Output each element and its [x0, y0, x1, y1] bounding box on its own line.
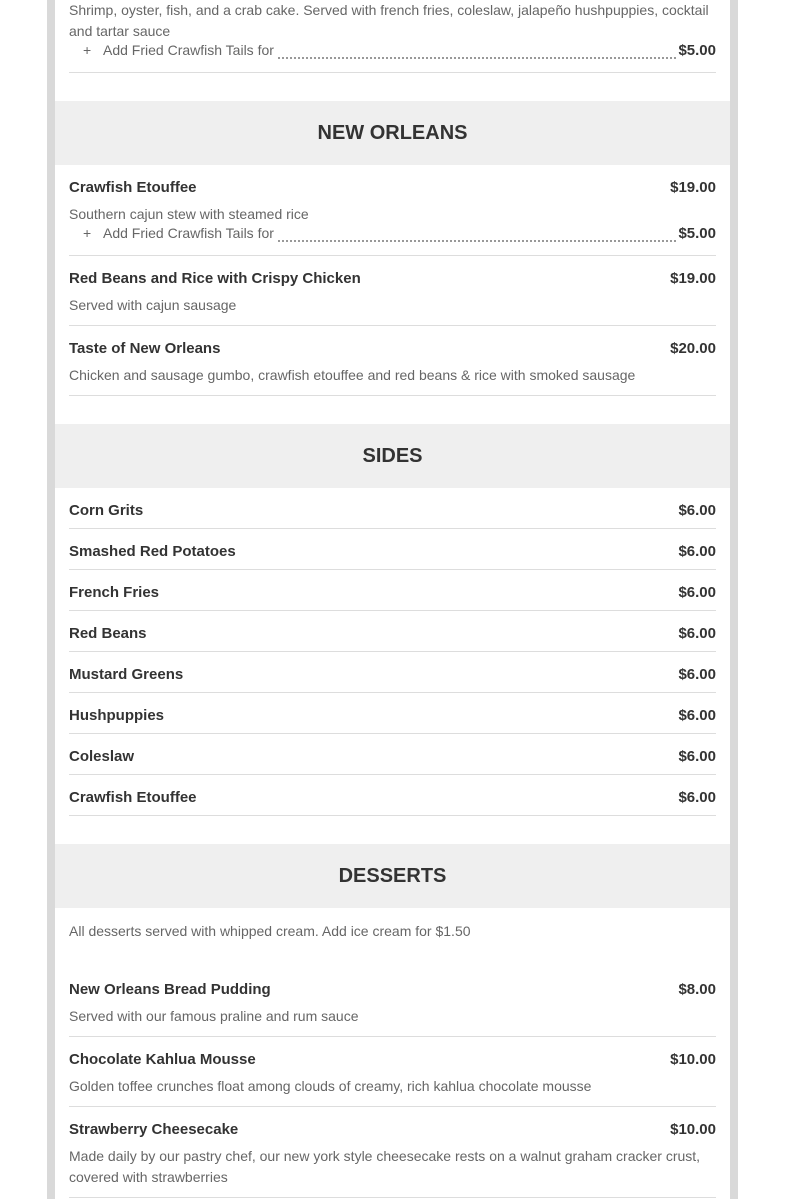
item-price: $19.00 [670, 179, 716, 196]
section-header-desserts: DESSERTS [55, 844, 730, 908]
divider [69, 1106, 716, 1107]
menu-item [69, 269, 716, 289]
item-name: Chocolate Kahlua Mousse [69, 1051, 256, 1068]
item-price: $6.00 [678, 707, 716, 724]
divider [69, 1036, 716, 1037]
item-price: $10.00 [670, 1121, 716, 1138]
item-price: $20.00 [670, 340, 716, 357]
menu-item [69, 339, 716, 359]
item-description: Served with our famous praline and rum sauce [69, 1008, 359, 1024]
menu-item [69, 980, 716, 1000]
plus-icon: + [83, 225, 92, 241]
section-header-new-orleans: NEW ORLEANS [55, 101, 730, 165]
menu-item [69, 1050, 716, 1070]
item-name: Hushpuppies [69, 707, 165, 724]
side-item [69, 542, 716, 562]
item-price: $6.00 [678, 666, 716, 683]
dot-leader [278, 240, 677, 242]
side-item [69, 583, 716, 603]
addon-price: $5.00 [678, 225, 716, 242]
addon-row [69, 225, 716, 245]
item-description: Golden toffee crunches float among clouds of creamy, rich kahlua chocolate mousse [69, 1078, 592, 1094]
item-name: Red Beans and Rice with Crispy Chicken [69, 270, 361, 287]
divider [69, 774, 716, 775]
item-price: $6.00 [678, 543, 716, 560]
side-item [69, 501, 716, 521]
item-price: $19.00 [670, 270, 716, 287]
divider [69, 733, 716, 734]
item-description: Chicken and sausage gumbo, crawfish etouffee and red beans & rice with smoked sausage [69, 367, 636, 383]
divider [69, 815, 716, 816]
divider [69, 528, 716, 529]
item-name: Smashed Red Potatoes [69, 543, 236, 560]
side-item [69, 788, 716, 808]
item-price: $10.00 [670, 1051, 716, 1068]
menu-panel [55, 0, 730, 1199]
side-item [69, 624, 716, 644]
divider [69, 569, 716, 570]
side-item [69, 665, 716, 685]
addon-label: Add Fried Crawfish Tails for [103, 225, 274, 241]
item-name: New Orleans Bread Pudding [69, 981, 271, 998]
divider [69, 1197, 716, 1198]
item-price: $8.00 [678, 981, 716, 998]
dot-leader [278, 57, 677, 59]
section-note: All desserts served with whipped cream. Add ice cream for $1.50 [69, 923, 471, 939]
item-description: Shrimp, oyster, fish, and a crab cake. Served with french fries, coleslaw, jalapeño hushpuppies, cocktail and tartar sauce [69, 2, 709, 39]
section-header-sides: SIDES [55, 424, 730, 488]
divider [69, 395, 716, 396]
item-name: Corn Grits [69, 502, 144, 519]
item-name: Coleslaw [69, 748, 135, 765]
item-price: $6.00 [678, 584, 716, 601]
item-price: $6.00 [678, 502, 716, 519]
item-price: $6.00 [678, 625, 716, 642]
menu-item [69, 1120, 716, 1140]
menu-item [69, 178, 716, 198]
addon-label: Add Fried Crawfish Tails for [103, 42, 274, 58]
divider [69, 610, 716, 611]
item-name: Crawfish Etouffee [69, 789, 197, 806]
divider [69, 72, 716, 73]
item-name: Mustard Greens [69, 666, 184, 683]
item-price: $6.00 [678, 789, 716, 806]
item-name: Strawberry Cheesecake [69, 1121, 239, 1138]
item-description: Served with cajun sausage [69, 297, 237, 313]
divider [69, 255, 716, 256]
menu-frame [47, 0, 738, 1199]
item-name: Crawfish Etouffee [69, 179, 197, 196]
divider [69, 692, 716, 693]
addon-row [69, 42, 716, 62]
item-description: Made daily by our pastry chef, our new york style cheesecake rests on a walnut graham cracker crust, covered with strawberries [69, 1148, 701, 1185]
item-name: Taste of New Orleans [69, 340, 221, 357]
side-item [69, 747, 716, 767]
plus-icon: + [83, 42, 92, 58]
side-item [69, 706, 716, 726]
addon-price: $5.00 [678, 42, 716, 59]
item-name: Red Beans [69, 625, 147, 642]
item-description: Southern cajun stew with steamed rice [69, 206, 309, 222]
divider [69, 325, 716, 326]
item-price: $6.00 [678, 748, 716, 765]
divider [69, 651, 716, 652]
item-name: French Fries [69, 584, 160, 601]
